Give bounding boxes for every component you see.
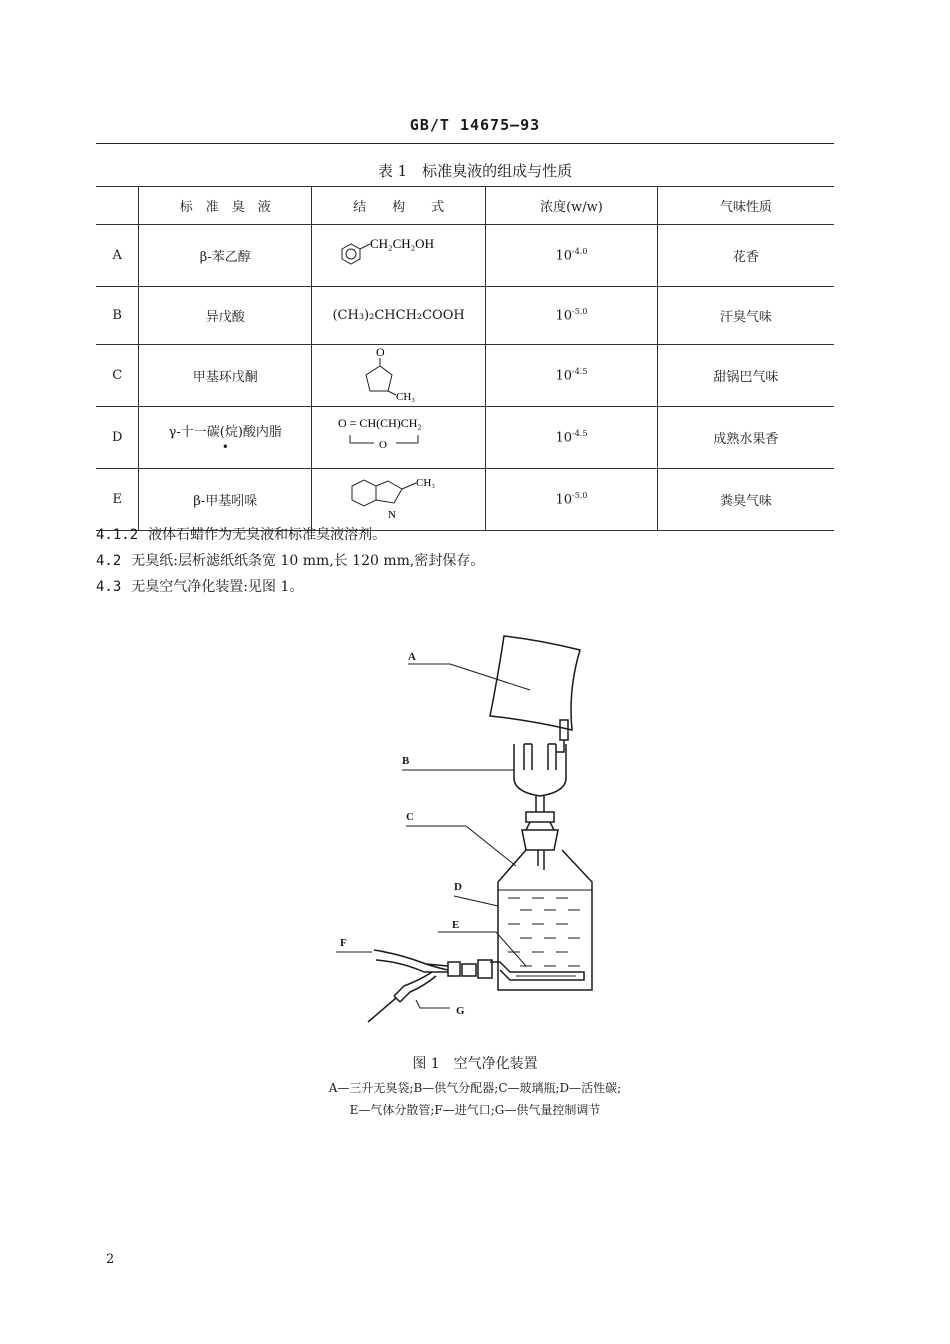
paragraph-4-2: 4.2 无臭纸:层析滤纸纸条宽 10 mm,长 120 mm,密封保存。 [96, 553, 485, 569]
structure-label: CH₂CH₂OH [370, 236, 435, 251]
odorant-name: 甲基环戊酮 [139, 345, 312, 407]
row-id: D [96, 407, 139, 469]
figure-label: E [452, 919, 460, 931]
standard-number: GB/T 14675—93 [409, 116, 541, 134]
svg-text:O: O [376, 345, 385, 359]
figure-label: G [456, 1005, 465, 1017]
dispersion-tube [490, 962, 584, 980]
paragraph-4-1-2: 4.1.2 液体石蜡作为无臭液和标准臭液溶剂。 [96, 527, 387, 543]
structure-cell [312, 345, 486, 407]
row-id: B [96, 287, 139, 345]
cyclopentanone-structure [312, 345, 485, 402]
odor-character: 甜锅巴气味 [657, 345, 834, 407]
row-id: C [96, 345, 139, 407]
figure-label: D [454, 881, 462, 893]
concentration: $10^{-5.0}$ [486, 469, 658, 531]
figure-label: A [408, 651, 416, 663]
concentration: $10^{-4.0}$ [486, 225, 658, 287]
figure-label: B [402, 755, 410, 767]
table-row [96, 225, 834, 287]
glass-bottle [498, 850, 592, 990]
structure-cell [312, 407, 486, 469]
odorant-name: 异戊酸 [139, 287, 312, 345]
figure-caption: 图 1 空气净化装置 [412, 1056, 538, 1072]
header-rule [96, 143, 834, 144]
table-row [96, 287, 834, 345]
row-id: E [96, 469, 139, 531]
table-header-row [96, 187, 834, 225]
structure-formula: (CH₃)₂CHCH₂COOH [312, 287, 486, 345]
odorant-name: β-苯乙醇 [139, 225, 312, 287]
column-header [96, 187, 139, 225]
odorant-name: β-甲基吲哚 [139, 469, 312, 531]
structure-cell [312, 469, 486, 531]
concentration: $10^{-4.5}$ [486, 407, 658, 469]
svg-text:CH₃: CH₃ [416, 477, 436, 489]
structure-cell [312, 225, 486, 287]
flow-control [394, 972, 436, 1002]
table-row [96, 407, 834, 469]
odor-table [96, 186, 834, 531]
odor-character: 粪臭气味 [657, 469, 834, 531]
figure-label: C [406, 811, 414, 823]
page-number: 2 [106, 1252, 115, 1267]
odorless-bag [490, 636, 580, 730]
odorant-name: γ-十一碳(烷)酸内脂 • [139, 407, 312, 469]
svg-text:O: O [379, 439, 388, 451]
column-header: 结 构 式 [312, 187, 486, 225]
column-header: 浓度(w/w) [486, 187, 658, 225]
svg-text:O = CH(CH)CH₂: O = CH(CH)CH₂ [338, 416, 422, 430]
table-row [96, 469, 834, 531]
odor-character: 花香 [657, 225, 834, 287]
column-header: 气味性质 [657, 187, 834, 225]
lactone-structure [312, 407, 485, 464]
column-header: 标 准 臭 液 [139, 187, 312, 225]
benzene-ring-structure [312, 225, 485, 282]
svg-text:N: N [388, 509, 397, 521]
concentration: $10^{-4.5}$ [486, 345, 658, 407]
figure-legend-line-2: E—气体分散管;F—进气口;G—供气量控制调节 [349, 1103, 601, 1117]
concentration: $10^{-5.0}$ [486, 287, 658, 345]
air-purifier-diagram [330, 625, 620, 1035]
row-id: A [96, 225, 139, 287]
skatole-structure [312, 469, 485, 526]
odor-character: 汗臭气味 [657, 287, 834, 345]
table-title: 表 1 标准臭液的组成与性质 [377, 162, 573, 180]
figure-legend-line-1: A—三升无臭袋;B—供气分配器;C—玻璃瓶;D—活性碳; [328, 1081, 622, 1095]
svg-text:CH₃: CH₃ [396, 391, 416, 402]
odor-character: 成熟水果香 [657, 407, 834, 469]
figure-label: F [340, 937, 347, 949]
paragraph-4-3: 4.3 无臭空气净化装置:见图 1。 [96, 579, 304, 595]
table-row [96, 345, 834, 407]
inlet-tube [374, 950, 448, 972]
